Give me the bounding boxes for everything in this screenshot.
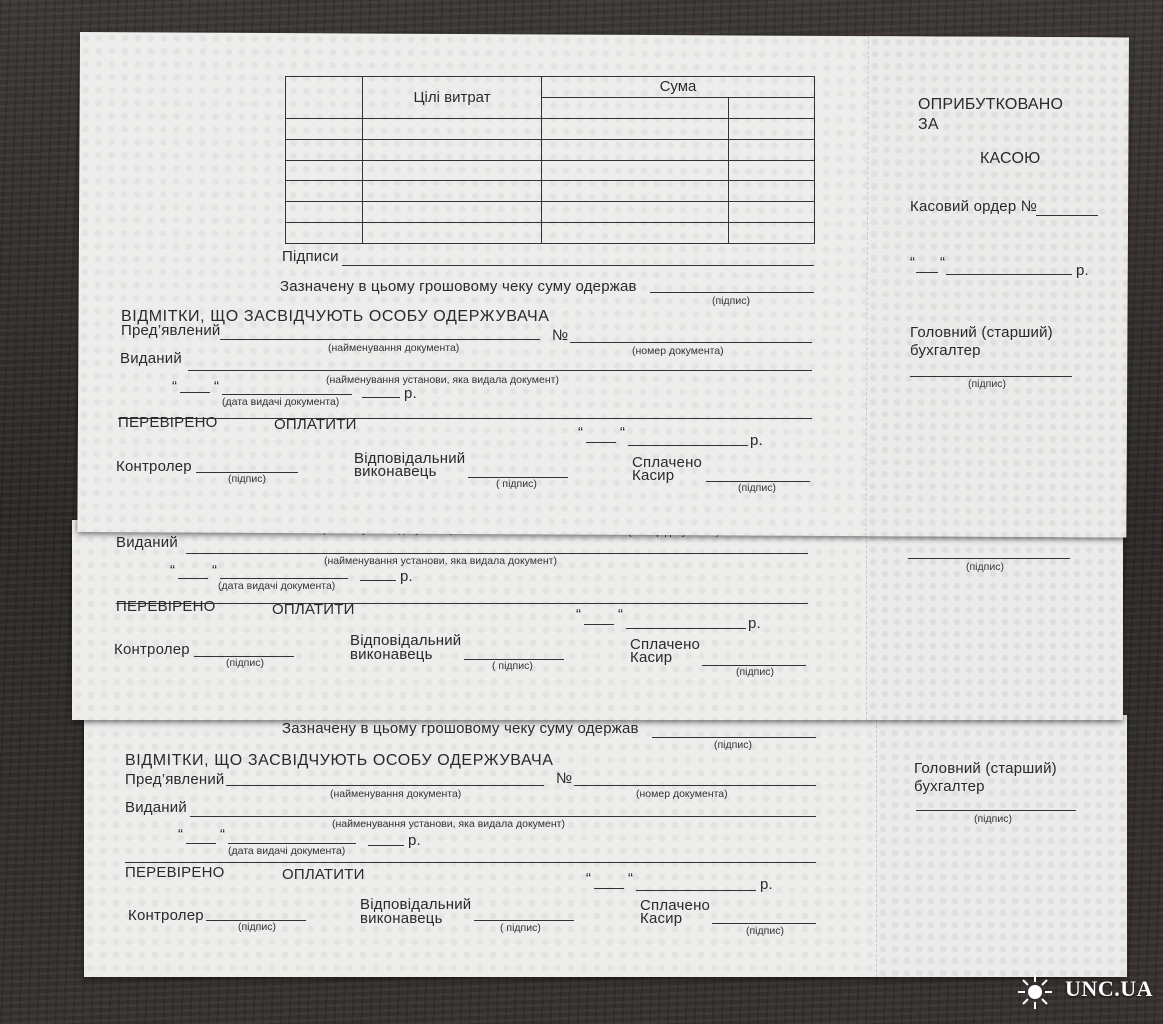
sign-caption: (підпис) [238,921,276,933]
responsible-label-1: Відповідальний [350,632,462,649]
checked-label: ПЕРЕВІРЕНО [125,864,225,881]
credited-heading: ОПРИБУТКОВАНО [918,96,1064,113]
issuer-caption: (найменування установи, яка видала документ) [324,555,557,567]
quote-open: “ [172,378,178,395]
marks-heading: ВІДМІТКИ, ЩО ЗАСВІДЧУЮТЬ ОСОБУ ОДЕРЖУВАЧА [121,308,550,325]
pay-label: ОПЛАТИТИ [282,866,365,883]
cashier-label: Касир [632,467,675,484]
separator-line [125,862,816,863]
checked-label: ПЕРЕВІРЕНО [118,414,218,431]
quote-open: “ [576,606,582,623]
presented-label: Пред’явлений [121,322,221,339]
cheque-sheet-middle [72,520,1122,720]
pay-date-line [628,445,748,446]
doc-name-caption: (найменування документа) [330,788,462,800]
sign-caption: ( підпис) [492,660,533,672]
year-suffix: р. [748,615,761,632]
sun-logo-icon [1017,974,1053,1010]
responsible-label-2: виконавець [354,463,437,480]
year-line [362,397,400,398]
signatures-line [342,265,814,266]
pay-label: ОПЛАТИТИ [272,601,355,618]
col-purpose-header: Цілі витрат [363,77,542,119]
presented-label: Пред’явлений [125,771,225,788]
issued-line [190,816,816,817]
received-text: Зазначену в цьому грошовому чеку суму одержав [280,278,637,295]
paid-label: Сплачено [632,454,703,471]
sign-caption: (підпис) [226,657,264,669]
responsible-line [474,920,574,921]
table-row [286,160,815,181]
year-suffix: р. [400,568,413,585]
issued-line [186,553,808,554]
credited-for: ЗА [918,116,939,133]
quote-close: “ [618,606,624,623]
sign-caption: (підпис) [738,482,776,494]
quote-close: “ [940,254,946,271]
year-line [368,845,404,846]
table-row [286,202,815,223]
year-suffix: р. [404,385,417,402]
stub-date-line [946,274,1072,275]
watermark-logo: UNC.UA [1065,976,1153,1001]
quote-close: “ [212,562,218,579]
cash-order-label: Касовий ордер № [910,198,1038,215]
table-row [286,118,815,139]
sign-caption: (підпис) [966,561,1004,573]
number-sign: № [552,327,569,344]
paid-label: Сплачено [630,636,701,653]
year-line [360,580,396,581]
cheque-stub-bottom [876,715,1127,977]
day-line [916,272,938,273]
day-line [186,843,216,844]
day-line [180,392,210,393]
sign-caption: (підпис) [968,378,1006,390]
sign-caption: (підпис) [714,739,752,751]
expenses-table [285,76,815,244]
cashdesk-label: КАСОЮ [980,150,1041,167]
cashier-label: Касир [640,910,683,927]
day-line [584,624,614,625]
year-suffix: р. [760,876,773,893]
quote-open: “ [578,424,584,441]
quote-open: “ [170,562,176,579]
year-suffix: р. [750,432,763,449]
doc-number-caption: (номер документа) [636,788,728,800]
issue-date-caption: (дата видачі документа) [222,396,340,408]
issue-date-caption: (дата видачі документа) [218,580,336,592]
day-line [586,442,616,443]
pay-date-line [626,628,746,629]
table-row [286,181,815,202]
day-line [594,888,624,889]
year-suffix: р. [408,832,421,849]
presented-line [226,785,544,786]
issuer-caption: (найменування установи, яка видала документ) [332,818,565,830]
chief-line [910,376,1072,377]
sign-caption: (підпис) [736,666,774,678]
separator-line [118,418,812,419]
marks-heading: ВІДМІТКИ, ЩО ЗАСВІДЧУЮТЬ ОСОБУ ОДЕРЖУВАЧА [125,752,554,769]
quote-close: “ [620,424,626,441]
cash-order-line [1036,215,1098,216]
quote-close: “ [628,870,634,887]
sign-caption: (підпис) [712,295,750,307]
doc-name-caption: (найменування документа) [328,342,460,354]
month-line [222,394,352,395]
cashier-label: Касир [630,649,673,666]
signature-line [650,292,814,293]
col-sum-header: Сума [542,77,815,98]
issued-label: Виданий [120,350,182,367]
checked-label: ПЕРЕВІРЕНО [116,598,216,615]
quote-close: “ [220,826,226,843]
presented-line [220,339,540,340]
responsible-label-2: виконавець [350,646,433,663]
issued-label: Виданий [116,534,178,551]
day-line [178,578,208,579]
sign-caption: (підпис) [974,813,1012,825]
issue-date-caption: (дата видачі документа) [228,845,346,857]
cashier-line [712,923,816,924]
pay-label: ОПЛАТИТИ [274,416,357,433]
signatures-label: Підписи [282,248,339,265]
issued-label: Виданий [125,799,187,816]
month-line [228,843,356,844]
signature-line [652,737,816,738]
paid-label: Сплачено [640,897,711,914]
month-line [220,578,348,579]
chief-label-1: Головний (старший) [914,760,1057,777]
number-sign: № [556,770,573,787]
issued-line [188,370,812,371]
quote-open: “ [178,826,184,843]
chief-label-2: бухгалтер [910,342,981,359]
cheque-stub-middle [866,520,1123,720]
table-row [286,139,815,160]
doc-number-caption: (номер документа) [632,345,724,357]
received-text: Зазначену в цьому грошовому чеку суму одержав [282,720,639,737]
chief-label-1: Головний (старший) [910,324,1053,341]
chief-label-2: бухгалтер [914,778,985,795]
sign-caption: ( підпис) [496,478,537,490]
quote-open: “ [910,254,916,271]
year-suffix: р. [1076,262,1089,279]
responsible-label-1: Відповідальний [354,450,466,467]
chief-line [908,558,1070,559]
controller-label: Контролер [114,641,190,658]
responsible-label-2: виконавець [360,910,443,927]
controller-label: Контролер [116,458,192,475]
separator-line [116,603,808,604]
quote-close: “ [214,378,220,395]
controller-label: Контролер [128,907,204,924]
quote-open: “ [586,870,592,887]
chief-line [916,810,1076,811]
table-row [286,223,815,244]
issuer-caption: (найменування установи, яка видала документ) [326,374,559,386]
doc-number-line [574,785,816,786]
responsible-label-1: Відповідальний [360,896,472,913]
pay-date-line [636,890,756,891]
doc-number-line [570,342,812,343]
sign-caption: (підпис) [746,925,784,937]
sign-caption: (підпис) [228,473,266,485]
sign-caption: ( підпис) [500,922,541,934]
